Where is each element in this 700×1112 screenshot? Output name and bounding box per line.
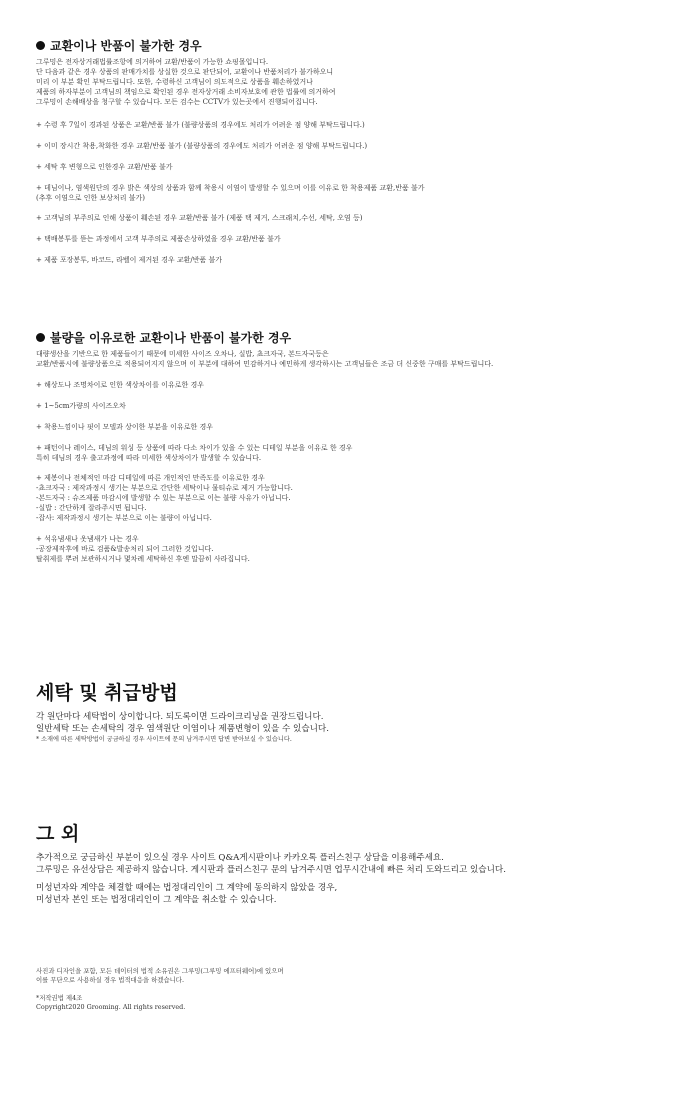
list-item: + 이미 장시간 착용,착화한 경우 교환/반품 불가 (불량상품의 경우에도 처리가 어려운 점 양해 부탁드립니다.) [36, 142, 368, 150]
exchange-intro [36, 57, 336, 107]
defect-title: 불량을 이유로한 교환이나 반품이 불가한 경우 [50, 331, 292, 345]
other-line: 그루밍은 유선상담은 제공하지 않습니다. 게시판과 플러스친구 문의 남겨주시면 업무시간내에 빠른 처리 도와드리고 있습니다. [36, 865, 506, 875]
copyright: Copyright2020 Grooming. All rights reserved. [36, 1003, 186, 1011]
laundry-title: 세탁 및 취급방법 [36, 682, 178, 704]
list-item: + 데님이나, 염색원단의 경우 밝은 색상의 상품과 함께 착용시 이염이 발생할 수 있으며 이를 이유로 한 착용제품 교환,반품 불가 (추후 이염으로 인한 보상처리 불가) [36, 184, 425, 202]
list-item: + 고객님의 부주의로 인해 상품이 훼손된 경우 교환/반품 불가 (제품 택 제거, 스크래치,수선, 세탁, 오염 등) [36, 214, 363, 222]
other-title: 그 외 [36, 823, 80, 845]
minor-contract-line: 미성년자와 계약을 체결할 때에는 법정대리인이 그 계약에 동의하지 않았을 경우, [36, 883, 338, 893]
exchange-heading [36, 38, 686, 54]
list-item: + 택배봉투를 뜯는 과정에서 고객 부주의로 제품손상하였을 경우 교환/반품 불가 [36, 235, 281, 243]
list-item: + 착용느낌이나 핏이 모델과 상이한 부분을 이유로한 경우 [36, 423, 213, 431]
laundry-note: * 소재에 따른 세탁방법이 궁금하실 경우 사이트에 문의 남겨주시면 답변 받아보실 수 있습니다. [36, 736, 292, 743]
laundry-line: 일반세탁 또는 손세탁의 경우 염색원단 이염이나 제품변형이 있을 수 있습니다. [36, 724, 329, 734]
list-item: + 세탁 후 변형으로 인한경우 교환/반품 불가 [36, 163, 173, 171]
bullet-dot-icon [36, 41, 45, 50]
minor-contract-line: 미성년자 본인 또는 법정대리인이 그 계약을 취소할 수 있습니다. [36, 895, 277, 905]
list-item: + 제품 포장봉투, 바코드, 라벨이 제거된 경우 교환/반품 불가 [36, 256, 223, 264]
defect-intro [36, 349, 493, 369]
footer-line: 사진과 디자인을 포함, 모든 데이터의 법적 소유권은 그루밍(그루밍 에프터웨어)에 있으며 [36, 967, 284, 975]
other-section [36, 822, 686, 905]
bullet-dot-icon [36, 333, 45, 342]
intro-line: 미리 이 부분 확인 부탁드립니다. 또한, 수령하신 고객님이 의도적으로 상품을 훼손하였거나 [36, 78, 313, 86]
list-item: + 수령 후 7일이 경과된 상품은 교환/반품 불가 (불량상품의 경우에도 처리가 어려운 점 양해 부탁드립니다.) [36, 121, 365, 129]
list-item: + 제봉이나 전체적인 마감 디테일에 따른 개인적인 만족도를 이유로한 경우 -쵸크자국 : 제작과정시 생기는 부분으로 간단한 세탁이나 물티슈로 제거 가능합니다. -본드자국 : 슈즈제품 마감시에 발생할 수 있는 부분으로 이는 불량 사유가 아닙니다. -실밥 : 간단하게 잘라주시면 됩니다. -잡사: 제작과정시 생기는 부분으로 이는 불량이 아닙니다. [36, 474, 293, 522]
intro-line: 제품의 하자부분이 고객님의 책임으로 확인된 경우 전자상거래 소비자보호에 관한 법률에 의거하여 [36, 88, 336, 96]
defect-heading [36, 330, 686, 346]
defect-section [36, 330, 686, 563]
intro-line: 교환/반품시에 불량상품으로 적용되어지지 않으며 이 부분에 대하여 민감하거나 예민하게 생각하시는 고객님들은 조금 더 신중한 구매를 부탁드립니다. [36, 360, 494, 368]
intro-line: 그루밍은 전자상거래법률조항에 의거하여 교환/반품이 가능한 쇼핑몰입니다. [36, 58, 269, 66]
footer [36, 967, 686, 1012]
exchange-section [36, 38, 686, 264]
list-item: + 1~5cm가량의 사이즈오차 [36, 402, 126, 410]
list-item: + 패턴이나 레이스, 데님의 워싱 등 상품에 따라 다소 차이가 있을 수 있는 디테일 부분을 이유로 한 경우 특히 데님의 경우 출고과정에 따라 미세한 색상차이가 발생할 수 있습니다. [36, 444, 353, 462]
laundry-section [36, 681, 686, 743]
footer-line: 이를 무단으로 사용하실 경우 법적대응을 하겠습니다. [36, 976, 185, 984]
law-reference: *저작권법 제4조 [36, 994, 83, 1002]
other-line: 추가적으로 궁금하신 부분이 있으실 경우 사이트 Q&A게시판이나 카카오톡 플러스친구 상담을 이용해주세요. [36, 853, 444, 863]
exchange-title: 교환이나 반품이 불가한 경우 [50, 39, 202, 53]
intro-line: 대량생산을 기반으로 한 제품들이기 때문에 미세한 사이즈 오차나, 실밥, 쵸크자국, 본드자국등은 [36, 350, 329, 358]
list-item: + 해상도나 조명차이로 인한 색상차이를 이유로한 경우 [36, 381, 204, 389]
intro-line: 단 다음과 같은 경우 상품의 판매가치를 상실한 것으로 판단되어, 교환이나 반품처리가 불가하오니 [36, 68, 334, 76]
laundry-line: 각 원단마다 세탁법이 상이합니다. 되도록이면 드라이크리닝을 권장드립니다. [36, 712, 324, 722]
intro-line: 그루밍이 손해배상을 청구할 수 있습니다. 모든 검수는 CCTV가 있는곳에서 진행되어집니다. [36, 98, 318, 106]
list-item: + 석유냄새나 옷냄새가 나는 경우 -공장제작후에 바로 검품&발송처리 되어 그러한 것입니다. 탈취제를 뿌려 보관하시거나 몇차례 세탁하신 후엔 말끔히 사라집니다. [36, 535, 250, 563]
